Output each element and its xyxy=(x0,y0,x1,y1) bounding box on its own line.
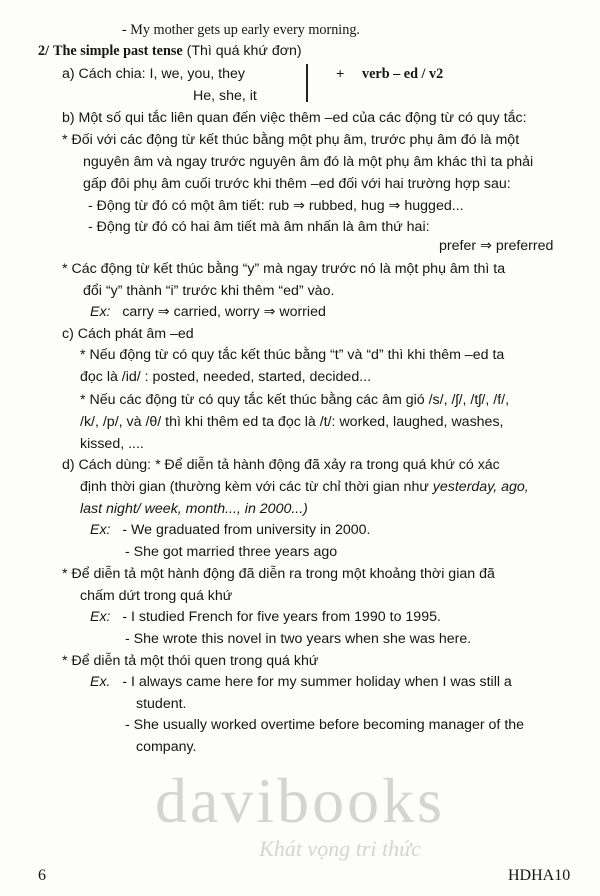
section-subtitle: (Thì quá khứ đơn) xyxy=(186,43,302,59)
example-label: Ex. xyxy=(90,674,111,690)
text-line: * Đối với các động từ kết thúc bằng một phụ âm, trước phụ âm đó là một xyxy=(62,132,520,148)
text-span-italic: yesterday, ago, xyxy=(432,479,529,495)
section-heading xyxy=(38,41,302,61)
watermark-tagline: Khát vọng tri thức xyxy=(259,836,421,861)
text-span: định thời gian (thường kèm với các từ chỉ thời gian như xyxy=(80,479,433,495)
formula-plus: + xyxy=(336,66,345,82)
example-line xyxy=(90,302,326,322)
conjugation-subjects: a) Cách chia: I, we, you, they xyxy=(62,66,245,82)
text-line: chấm dứt trong quá khứ xyxy=(80,588,233,604)
text-line: prefer ⇒ preferred xyxy=(439,238,554,254)
example-label: Ex: xyxy=(90,609,111,625)
text-line: * Nếu các động từ có quy tắc kết thúc bằng các âm gió /s/, /ʃ/, /tʃ/, /f/, xyxy=(80,392,510,408)
example-text: - I always came here for my summer holiday when I was still a xyxy=(122,674,512,690)
text-line: * Các động từ kết thúc bằng “y” mà ngay trước nó là một phụ âm thì ta xyxy=(62,261,506,277)
example-line xyxy=(90,672,512,692)
watermark-brand: davibooks xyxy=(154,765,446,836)
example-label: Ex: xyxy=(90,304,111,320)
text-line: - Động từ đó có hai âm tiết mà âm nhấn là âm thứ hai: xyxy=(88,219,430,235)
example-line: - She wrote this novel in two years when she was here. xyxy=(125,631,472,647)
example-line xyxy=(90,607,441,627)
section-title: The simple past tense xyxy=(53,43,183,59)
example-text: - I studied French for five years from 1990 to 1995. xyxy=(122,609,441,625)
text-line: /k/, /p/, và /θ/ thì khi thêm ed ta đọc là /t/: worked, laughed, washes, xyxy=(80,414,504,430)
text-line: * Để diễn tả một hành động đã diễn ra trong một khoảng thời gian đã xyxy=(62,566,495,582)
text-line xyxy=(80,477,529,497)
text-line: nguyên âm và ngay trước nguyên âm đó là một phụ âm khác thì ta phải xyxy=(83,154,534,170)
text-line: last night/ week, month..., in 2000...) xyxy=(80,501,308,517)
text-line: * Để diễn tả một thói quen trong quá khứ xyxy=(62,653,319,669)
example-line: - My mother gets up early every morning. xyxy=(122,22,360,38)
text-line: * Nếu động từ có quy tắc kết thúc bằng “t” và “d” thì khi thêm –ed ta xyxy=(80,347,505,363)
example-line: company. xyxy=(136,739,197,755)
section-number: 2/ xyxy=(38,43,50,59)
text-line: kissed, .... xyxy=(80,436,144,452)
formula-verb: verb – ed / v2 xyxy=(362,66,444,82)
example-text: - We graduated from university in 2000. xyxy=(122,522,371,538)
rule-heading: b) Một số qui tắc liên quan đến việc thêm –ed của các động từ có quy tắc: xyxy=(62,110,527,126)
rule-heading: d) Cách dùng: * Để diễn tả hành động đã xảy ra trong quá khứ có xác xyxy=(62,457,500,473)
formula-divider xyxy=(306,64,308,102)
text-line: đổi “y” thành “i” trước khi thêm “ed” vào. xyxy=(83,283,335,299)
text-line: gấp đôi phụ âm cuối trước khi thêm –ed đối với hai trường hợp sau: xyxy=(83,176,511,192)
book-code: HDHA10 xyxy=(508,867,571,884)
example-label: Ex: xyxy=(90,522,111,538)
text-line: đọc là /id/ : posted, needed, started, decided... xyxy=(80,369,372,385)
rule-heading: c) Cách phát âm –ed xyxy=(62,326,194,342)
example-line xyxy=(90,520,370,540)
example-line: - She got married three years ago xyxy=(125,544,338,560)
text-line: - Động từ đó có một âm tiết: rub ⇒ rubbed, hug ⇒ hugged... xyxy=(88,198,464,214)
conjugation-subjects-2: He, she, it xyxy=(193,88,257,104)
example-line: student. xyxy=(136,696,187,712)
example-text: carry ⇒ carried, worry ⇒ worried xyxy=(122,304,326,320)
page-number: 6 xyxy=(38,867,46,884)
example-line: - She usually worked overtime before becoming manager of the xyxy=(125,717,525,733)
